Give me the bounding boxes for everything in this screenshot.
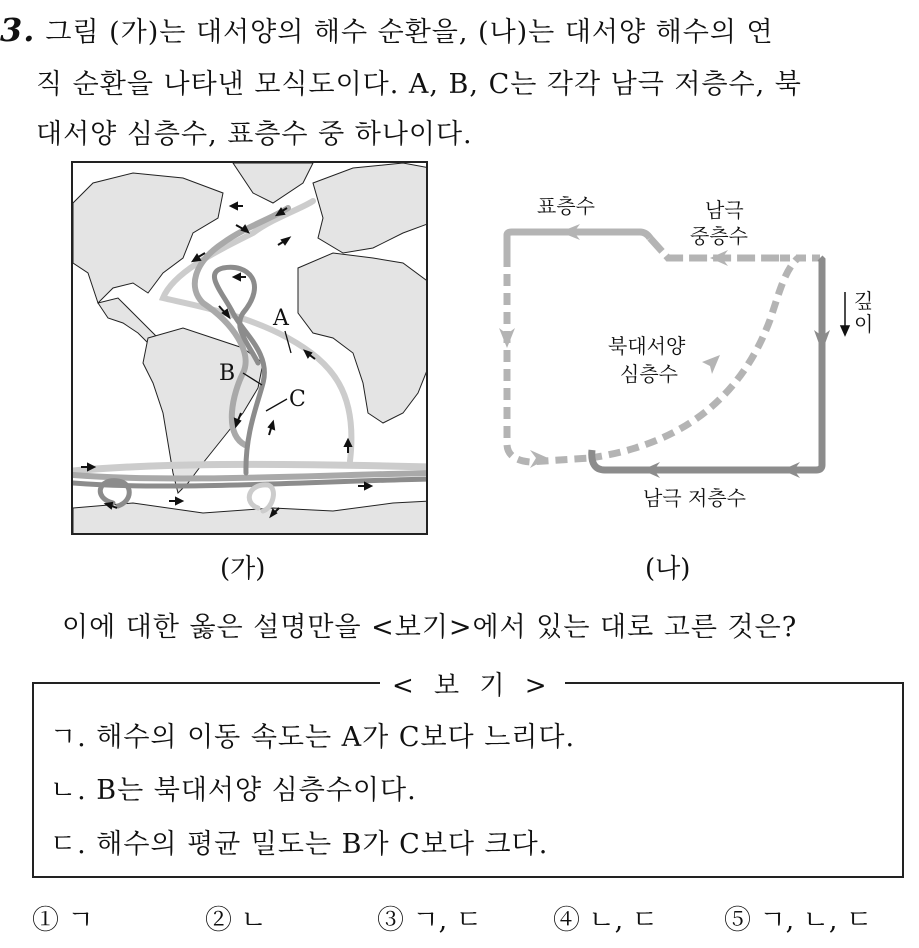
- question-number: 3.: [0, 11, 36, 49]
- bogi-item-1: ㄱ. 해수의 이동 속도는 A가 C보다 느리다.: [50, 722, 576, 753]
- choice-2[interactable]: [205, 898, 267, 937]
- bogi-item-2: ㄴ. B는 북대서양 심층수이다.: [50, 775, 417, 806]
- figure-b-vertical-circulation: [480, 180, 880, 520]
- label-nadw-2: 심층수: [620, 362, 678, 386]
- choice-2-number: ②: [205, 905, 232, 936]
- choice-1-number: ①: [32, 905, 59, 936]
- label-surface-water: 표층수: [537, 194, 595, 218]
- choice-5-number: ⑤: [724, 905, 751, 936]
- question-text-1: 그림 (가)는 대서양의 해수 순환을, (나)는 대서양 해수의 연: [45, 17, 774, 48]
- label-b: B: [219, 361, 236, 386]
- choice-1-text: ㄱ: [67, 905, 94, 936]
- choice-3-number: ③: [377, 905, 404, 936]
- choice-4-text: ㄴ, ㄷ: [588, 905, 658, 936]
- atlantic-map-graphic: [73, 163, 428, 535]
- question-line-1: [0, 10, 774, 49]
- label-antarctic-intermediate-2: 중층수: [690, 224, 748, 248]
- bogi-title: < 보 기 >: [380, 665, 565, 702]
- figure-a-atlantic-map: [71, 161, 428, 535]
- choice-5-text: ㄱ, ㄴ, ㄷ: [759, 905, 873, 936]
- label-nadw-1: 북대서양: [608, 334, 686, 358]
- label-a: A: [273, 306, 289, 331]
- label-depth-1: 깊: [854, 289, 874, 313]
- choice-4[interactable]: [553, 898, 658, 937]
- choice-3-text: ㄱ, ㄷ: [412, 905, 482, 936]
- choice-3[interactable]: [377, 898, 482, 937]
- label-aabw: 남극 저층수: [643, 486, 746, 510]
- question-line-3: 대서양 심층수, 표층수 중 하나이다.: [36, 119, 473, 150]
- label-antarctic-intermediate-1: 남극: [705, 198, 744, 222]
- question-line-2: 직 순환을 나타낸 모식도이다. A, B, C는 각각 남극 저층수, 북: [36, 69, 802, 100]
- choice-4-number: ④: [553, 905, 580, 936]
- label-depth-2: 이: [854, 312, 874, 336]
- choice-5[interactable]: [724, 898, 872, 937]
- bogi-item-3: ㄷ. 해수의 평균 밀도는 B가 C보다 크다.: [50, 829, 549, 860]
- question-prompt: 이에 대한 옳은 설명만을 <보기>에서 있는 대로 고른 것은?: [62, 612, 798, 643]
- figure-b-caption: (나): [645, 554, 691, 584]
- choice-1[interactable]: [32, 898, 94, 937]
- choice-2-text: ㄴ: [240, 905, 267, 936]
- label-c: C: [289, 387, 306, 412]
- figure-a-caption: (가): [220, 554, 266, 584]
